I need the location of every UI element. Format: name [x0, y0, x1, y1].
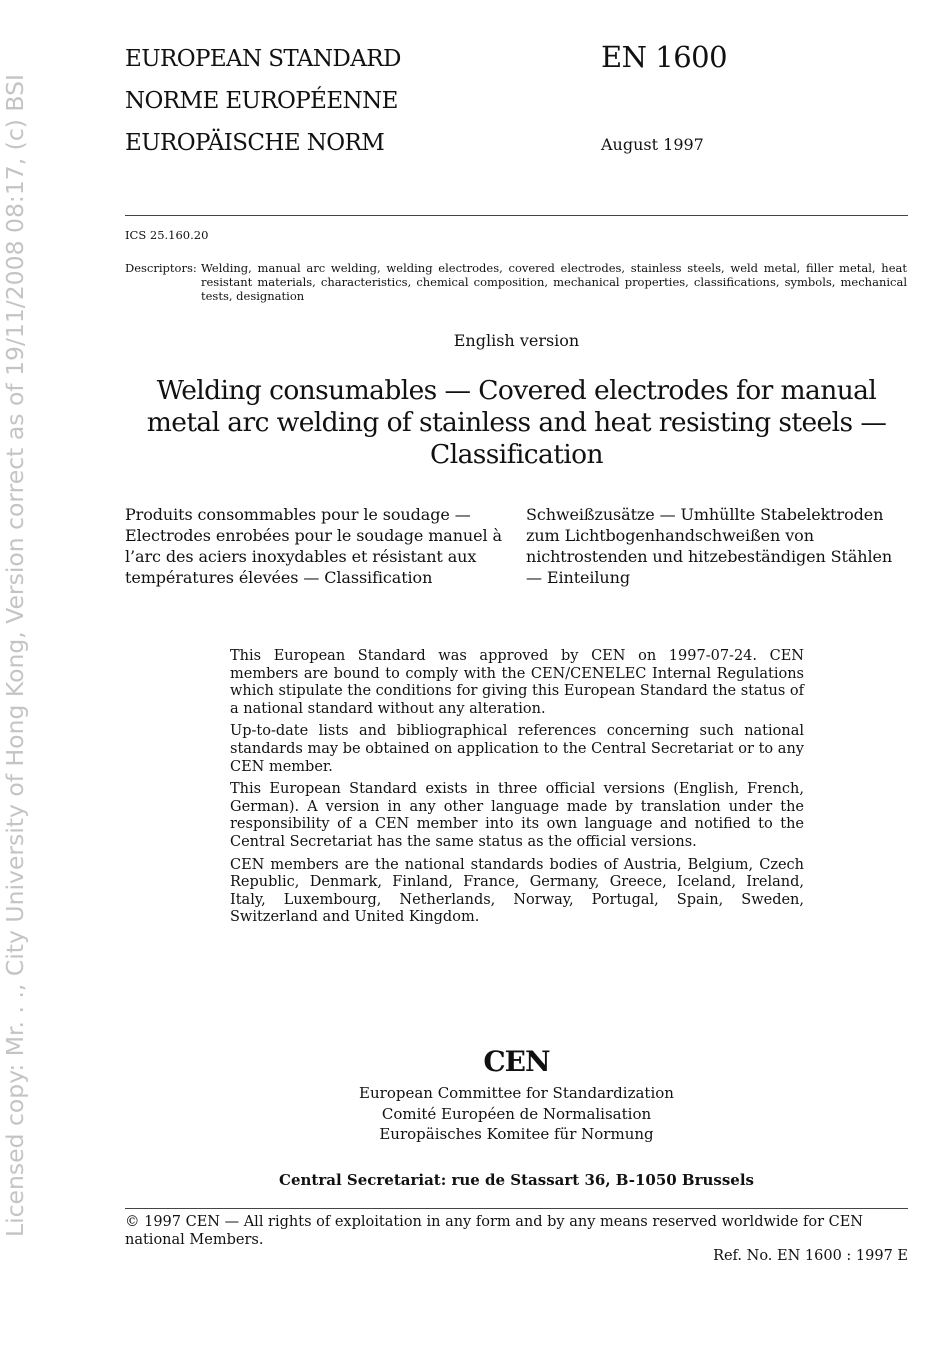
- cen-name-german: Europäisches Komitee für Normung: [379, 1125, 654, 1143]
- approval-paragraph: CEN members are the national standards bodies of Austria, Belgium, Czech Republic, Denmark, Finland, France, Germany, Greece, Iceland, Ireland, Italy, Luxembourg, Netherlands, Norway, Portugal, Spain, Sweden, Switzerland and United Kingdom.: [230, 856, 804, 926]
- document-title: Welding consumables — Covered electrodes for manual metal arc welding of stainless and heat resisting steels — Classification: [146, 375, 887, 470]
- approval-notice: [230, 648, 804, 932]
- header-norme-europeenne: NORME EUROPÉENNE: [125, 88, 398, 114]
- ics-code: ICS 25.160.20: [125, 228, 209, 242]
- title-german: Schweißzusätze — Umhüllte Stabelektroden zum Lichtbogenhandschweißen von nichtrostenden und hitzebeständigen Stählen — Einteilung: [526, 505, 893, 587]
- cen-name-english: European Committee for Standardization: [359, 1084, 674, 1102]
- descriptors-text: Welding, manual arc welding, welding electrodes, covered electrodes, stainless steels, weld metal, filler metal, heat resistant materials, characteristics, chemical composition, mechanical properties, classifications, symbols, mechanical tests, designation: [201, 261, 907, 303]
- version-label: English version: [453, 331, 580, 350]
- central-secretariat-address: Central Secretariat: rue de Stassart 36, B-1050 Brussels: [279, 1171, 754, 1189]
- title-french: Produits consommables pour le soudage — Electrodes enrobées pour le soudage manuel à l’arc des aciers inoxydables et résistant aux températures élevées — Classification: [125, 505, 502, 587]
- cen-logo: CEN: [483, 1045, 550, 1078]
- approval-paragraph: Up-to-date lists and bibliographical references concerning such national standards may be obtained on application to the Central Secretariat or to any CEN member.: [230, 723, 804, 775]
- approval-paragraph: This European Standard was approved by CEN on 1997-07-24. CEN members are bound to comply with the CEN/CENELEC Internal Regulations which stipulate the conditions for giving this European Standard the status of a national standard without any alteration.: [230, 648, 804, 717]
- reference-number: Ref. No. EN 1600 : 1997 E: [713, 1248, 908, 1264]
- publication-date: August 1997: [601, 135, 704, 154]
- cen-name-french: Comité Européen de Normalisation: [381, 1105, 652, 1123]
- footer-divider: [125, 1208, 908, 1209]
- header-europaische-norm: EUROPÄISCHE NORM: [125, 130, 385, 156]
- header-european-standard: EUROPEAN STANDARD: [125, 46, 401, 72]
- header-divider: [125, 215, 908, 216]
- standard-number: EN 1600: [601, 40, 728, 74]
- descriptors-label: Descriptors:: [125, 261, 197, 275]
- copyright-notice: © 1997 CEN — All rights of exploitation in any form and by any means reserved worldwide for CEN national Members.: [125, 1214, 863, 1248]
- approval-paragraph: This European Standard exists in three official versions (English, French, German). A version in any other language made by translation under the responsibility of a CEN member into its own language and notified to the Central Secretariat has the same status as the official versions.: [230, 781, 804, 850]
- license-watermark: Licensed copy: Mr. . ., City University of Hong Kong, Version correct as of 19/11/2008 08:17, (c) BSI: [1, 74, 29, 1237]
